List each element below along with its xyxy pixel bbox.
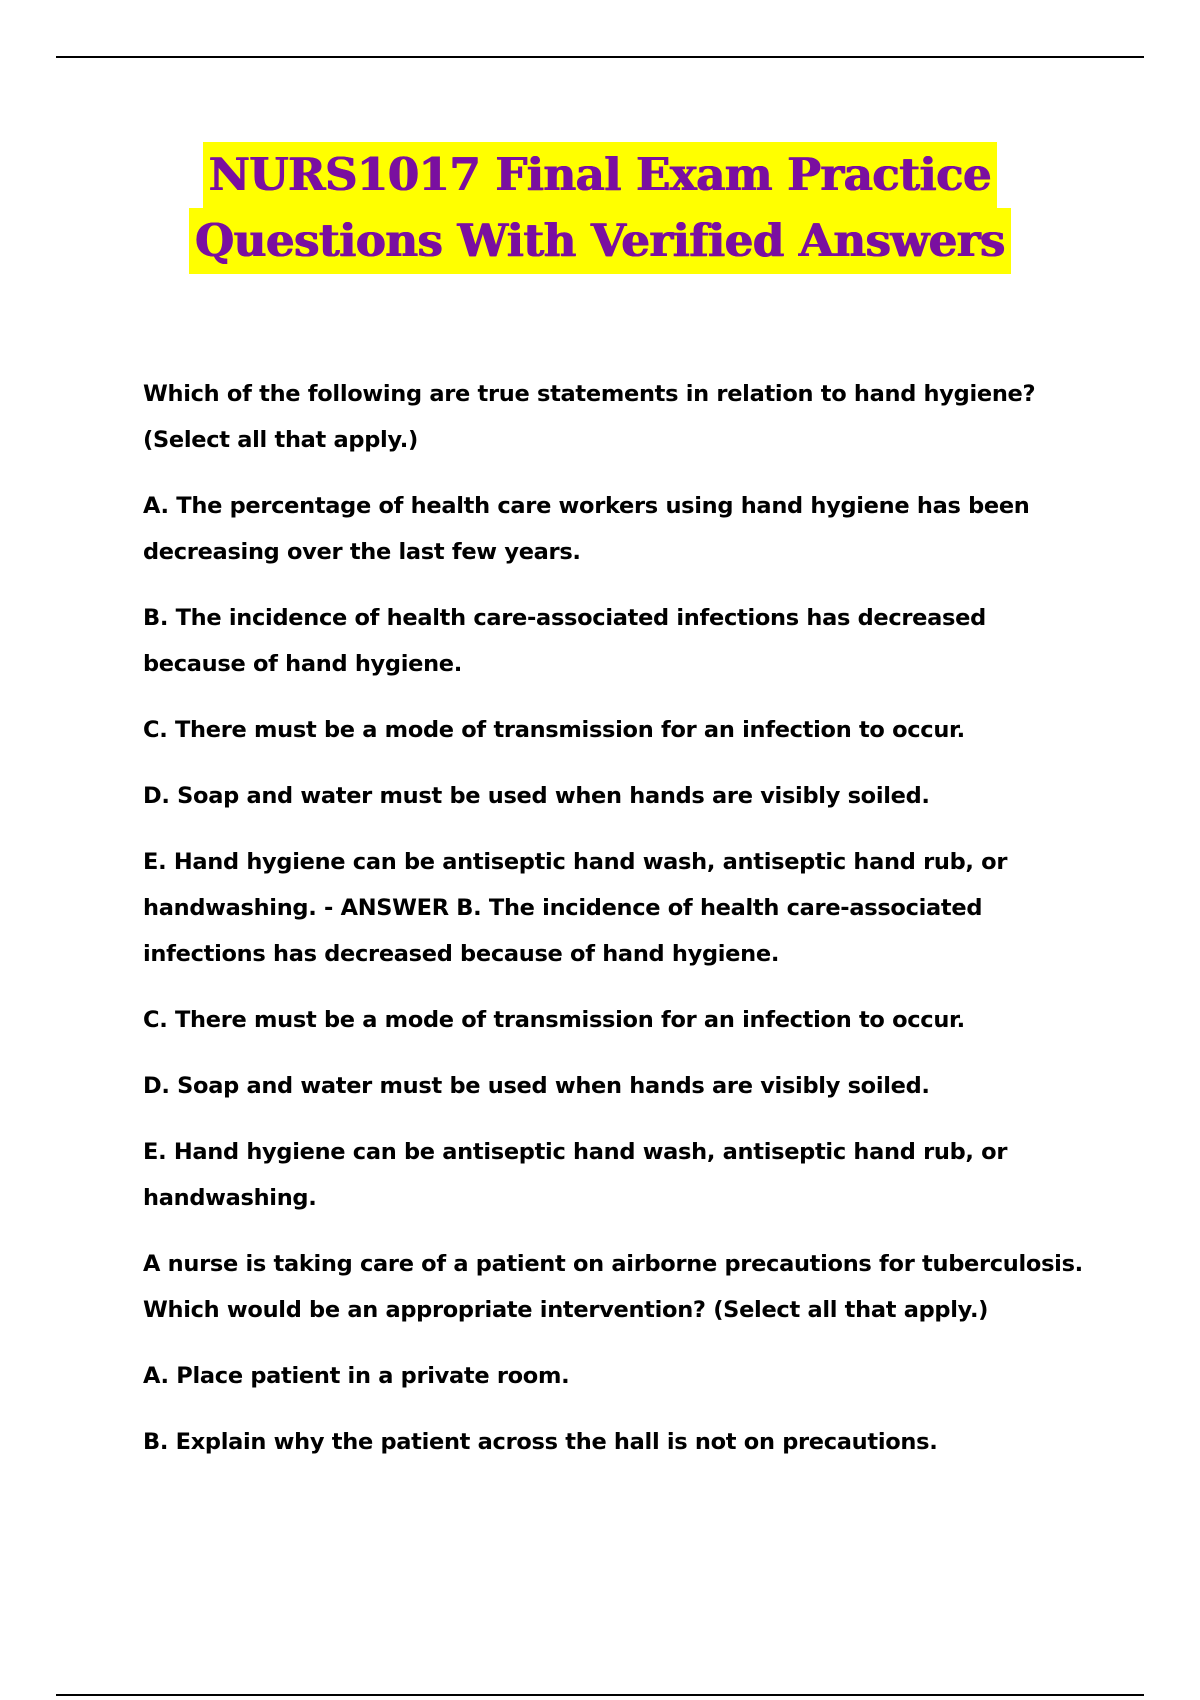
question-1-option-d: D. Soap and water must be used when hands are visibly soiled. xyxy=(143,783,930,809)
page-title-line-1: NURS1017 Final Exam Practice xyxy=(203,142,997,208)
header-rule xyxy=(56,56,1144,58)
question-2-stem: A nurse is taking care of a patient on airborne precautions for tuberculosis. Which would be an appropriate intervention? (Select all that apply.) xyxy=(143,1251,1083,1323)
page-title-line-2: Questions With Verified Answers xyxy=(189,208,1011,274)
question-2-option-a: A. Place patient in a private room. xyxy=(143,1363,570,1389)
answer-option-e: E. Hand hygiene can be antiseptic hand wash, antiseptic hand rub, or handwashing. xyxy=(143,1139,1008,1211)
footer-rule xyxy=(56,1694,1144,1696)
question-1-option-e-answer: E. Hand hygiene can be antiseptic hand wash, antiseptic hand rub, or handwashing. - ANSWER B. The incidence of health care-associated infections has decreased because of hand hygiene. xyxy=(143,849,1008,967)
document-body xyxy=(143,371,1083,1485)
question-1-stem: Which of the following are true statements in relation to hand hygiene? (Select all that apply.) xyxy=(143,381,1036,453)
question-2-option-b: B. Explain why the patient across the hall is not on precautions. xyxy=(143,1429,938,1455)
answer-option-d: D. Soap and water must be used when hands are visibly soiled. xyxy=(143,1073,930,1099)
question-1-option-a: A. The percentage of health care workers using hand hygiene has been decreasing over the last few years. xyxy=(143,493,1030,565)
title-block xyxy=(0,142,1200,274)
question-1-option-b: B. The incidence of health care-associated infections has decreased because of hand hygiene. xyxy=(143,605,986,677)
answer-option-c: C. There must be a mode of transmission for an infection to occur. xyxy=(143,1007,965,1033)
question-1-option-c: C. There must be a mode of transmission for an infection to occur. xyxy=(143,717,965,743)
